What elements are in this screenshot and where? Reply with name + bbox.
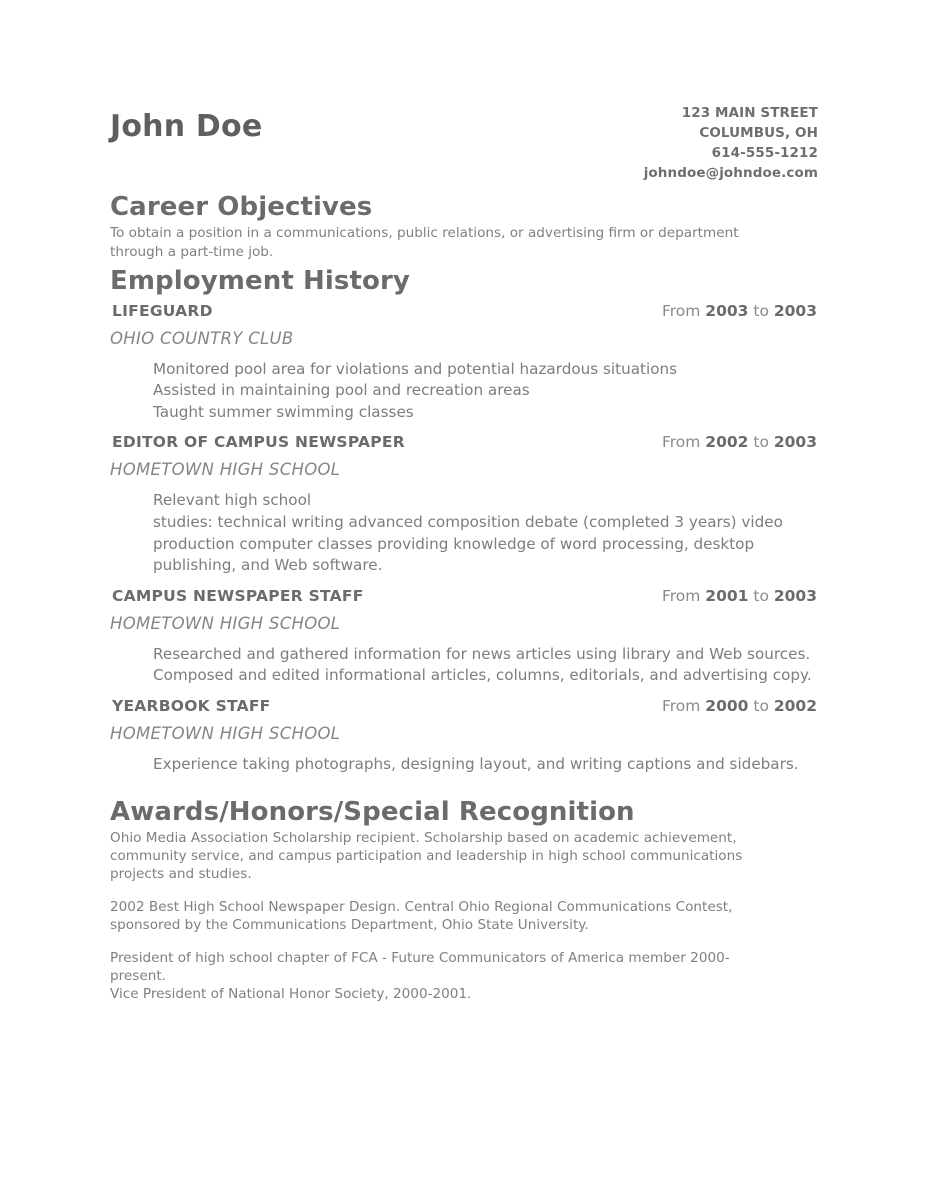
employment-entry-header: [110, 587, 818, 605]
job-description-item: Researched and gathered information for news articles using library and Web sources. Composed and edited informational articles, columns, editorials, and advertising copy.: [153, 644, 812, 685]
job-date-range: From 2001 to 2003: [661, 586, 817, 605]
employment-entry: [110, 697, 818, 776]
objective-text: To obtain a position in a communications, public relations, or advertising firm or department through a part-time job.: [110, 225, 739, 260]
resume-header: [110, 104, 818, 183]
section-employment-history: [110, 267, 818, 776]
employment-entry: [110, 433, 818, 576]
job-description-list: [110, 359, 818, 424]
section-heading-objectives: Career Objectives: [110, 192, 373, 223]
job-date-from: 2003: [705, 301, 749, 320]
job-title: CAMPUS NEWSPAPER STAFF: [112, 586, 364, 605]
award-paragraph: 2002 Best High School Newspaper Design. Central Ohio Regional Communications Contest, sponsored by the Communications Department, Ohio State University.: [110, 898, 733, 933]
awards-list: [110, 829, 818, 1004]
job-company: HOMETOWN HIGH SCHOOL: [110, 723, 341, 743]
section-heading-employment: Employment History: [110, 265, 410, 296]
job-date-range: From 2002 to 2003: [661, 433, 817, 452]
job-description-item: Experience taking photographs, designing layout, and writing captions and sidebars.: [153, 754, 799, 773]
contact-block: [644, 104, 818, 183]
award-paragraph: President of high school chapter of FCA - Future Communicators of America member 2000-present. Vice President of National Honor Society, 2000-2001.: [110, 950, 730, 1003]
job-date-to: 2003: [773, 301, 817, 320]
employment-entry: [110, 302, 818, 424]
job-title: EDITOR OF CAMPUS NEWSPAPER: [112, 433, 405, 452]
job-company: OHIO COUNTRY CLUB: [110, 328, 294, 348]
section-awards: [110, 798, 818, 1004]
job-date-from: 2001: [705, 586, 749, 605]
contact-city-state: COLUMBUS, OH: [699, 124, 818, 141]
job-company: HOMETOWN HIGH SCHOOL: [110, 460, 341, 480]
job-company: HOMETOWN HIGH SCHOOL: [110, 613, 341, 633]
job-date-from: 2002: [705, 433, 749, 452]
contact-street: 123 MAIN STREET: [681, 105, 818, 121]
employment-entry-header: [110, 302, 818, 320]
job-description-item: studies: technical writing advanced composition debate (completed 3 years) video production computer classes providing knowledge of word processing, desktop publishing, and Web software.: [153, 513, 783, 575]
job-date-range: From 2003 to 2003: [661, 301, 817, 320]
job-date-to: 2003: [773, 433, 817, 452]
employment-list: [110, 302, 818, 776]
job-description-item: Monitored pool area for violations and potential hazardous situations: [153, 359, 678, 378]
job-description-list: [110, 490, 818, 576]
section-heading-awards: Awards/Honors/Special Recognition: [110, 796, 635, 827]
employment-entry-header: [110, 433, 818, 451]
employment-entry: [110, 587, 818, 687]
job-description-item: Assisted in maintaining pool and recreation areas: [153, 381, 530, 400]
job-title: LIFEGUARD: [112, 301, 213, 320]
contact-phone: 614-555-1212: [711, 144, 818, 161]
job-date-from: 2000: [705, 696, 749, 715]
job-date-range: From 2000 to 2002: [661, 696, 817, 715]
job-title: YEARBOOK STAFF: [112, 696, 271, 715]
job-date-to: 2002: [773, 696, 817, 715]
section-career-objectives: [110, 193, 818, 260]
job-description-item: Taught summer swimming classes: [153, 402, 414, 421]
job-description-list: [110, 644, 818, 687]
page-title: John Doe: [110, 109, 263, 144]
contact-email: johndoe@johndoe.com: [643, 164, 818, 181]
job-description-list: [110, 754, 818, 776]
job-description-item: Relevant high school: [153, 491, 312, 510]
award-paragraph: Ohio Media Association Scholarship recipient. Scholarship based on academic achievement, community service, and campus participation and leadership in high school communications projects and studies.: [110, 829, 743, 882]
job-date-to: 2003: [773, 586, 817, 605]
employment-entry-header: [110, 697, 818, 715]
